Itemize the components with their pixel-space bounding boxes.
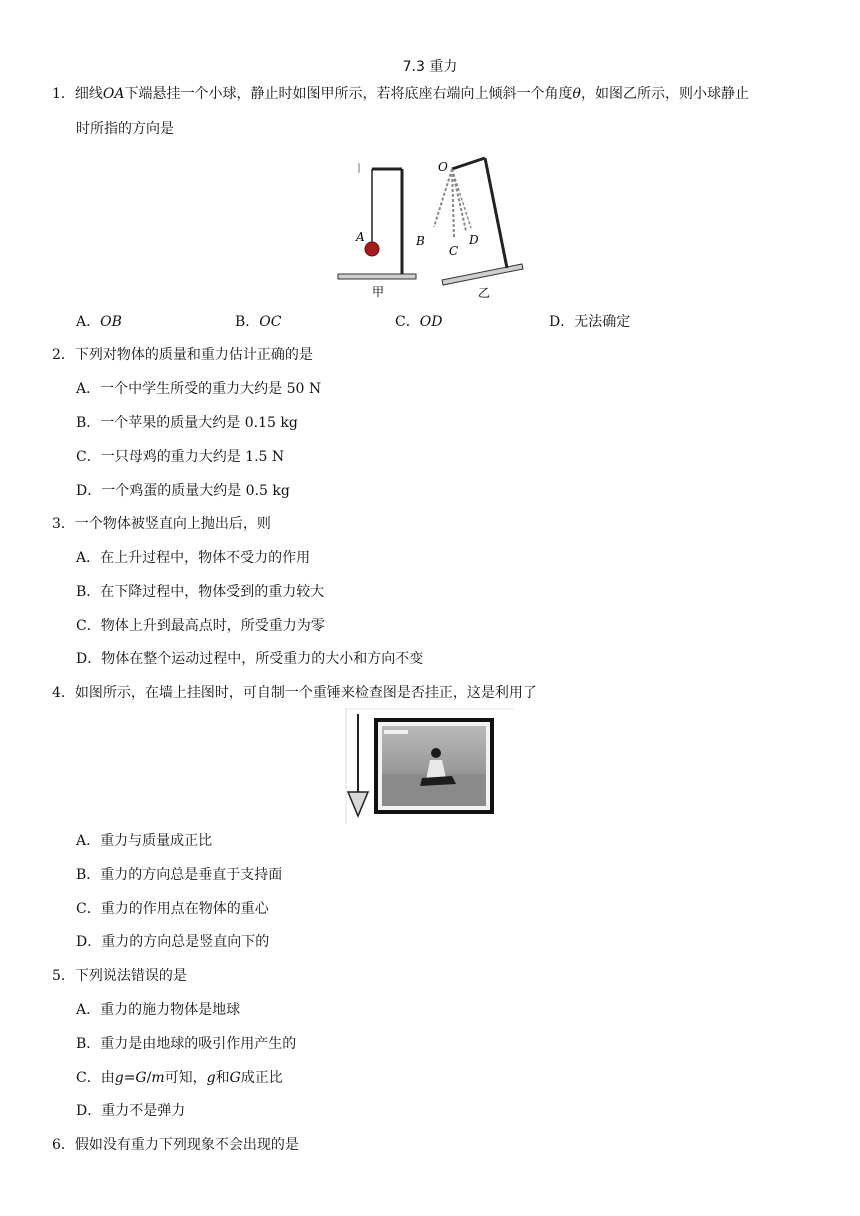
option-d: [549, 313, 630, 331]
page-title: 7.3 重力: [402, 59, 458, 75]
option-text: 重力的方向总是竖直向下的: [101, 934, 270, 950]
question-text: ，如图乙所示，则小球静止: [580, 86, 749, 102]
question-3: [52, 515, 271, 533]
figure-head: [431, 748, 441, 758]
option-text: OD: [419, 314, 443, 330]
plumb-bob-icon: [348, 792, 368, 816]
option-text: 成正比: [240, 1070, 283, 1086]
question-number: 6．: [52, 1137, 75, 1153]
option-letter: C．: [76, 449, 101, 465]
label-a: A: [356, 230, 365, 244]
stand-post-yi: [485, 158, 507, 268]
option-letter: C．: [76, 618, 101, 634]
option-letter: C．: [395, 314, 420, 330]
option-text: OC: [259, 314, 282, 330]
question-text: 下列对物体的质量和重力估计正确的是: [74, 347, 313, 363]
dashed-line-ob: [434, 169, 452, 227]
variable-capital-g: G: [135, 1070, 147, 1086]
question-number: 4．: [52, 685, 75, 701]
option-letter: D．: [76, 483, 102, 499]
slash-sign: /: [146, 1070, 152, 1086]
option-text: 一只母鸡的重力大约是 1.5 N: [100, 449, 285, 465]
option-letter: A．: [76, 550, 101, 566]
figure-jia: [338, 163, 416, 299]
option-d: [76, 933, 269, 951]
option-letter: B．: [76, 415, 101, 431]
option-letter: C．: [76, 901, 101, 917]
option-letter: D．: [76, 651, 102, 667]
option-text: 重力的作用点在物体的重心: [100, 901, 269, 917]
option-text: 重力的方向总是垂直于支持面: [100, 867, 283, 883]
option-c: [395, 313, 442, 331]
option-text: 一个中学生所受的重力大约是 50 N: [100, 381, 322, 397]
option-text: 物体在整个运动过程中，所受重力的大小和方向不变: [101, 651, 424, 667]
option-b: [76, 583, 324, 601]
plumb-bob-figure: [344, 708, 516, 826]
option-a: [76, 549, 310, 567]
option-a: [76, 832, 212, 850]
question-text: 下列说法错误的是: [74, 968, 187, 984]
equals-sign: =: [123, 1070, 136, 1086]
option-letter: D．: [549, 314, 575, 330]
question-text: 假如没有重力下列现象不会出现的是: [74, 1137, 299, 1153]
question-text: 下端悬挂一个小球，静止时如图甲所示，若将底座右端向上倾斜一个角度: [124, 86, 573, 102]
option-text: 和: [215, 1070, 230, 1086]
variable-oa: OA: [102, 86, 125, 102]
option-letter: A．: [76, 381, 101, 397]
stand-arm-yi: [452, 158, 485, 169]
option-b: [76, 414, 298, 432]
option-letter: C．: [76, 1070, 101, 1086]
question-text: 一个物体被竖直向上抛出后，则: [74, 516, 271, 532]
option-text: 重力是由地球的吸引作用产生的: [100, 1036, 297, 1052]
option-letter: B．: [76, 584, 101, 600]
question-2: [52, 346, 313, 364]
option-letter: A．: [76, 1002, 101, 1018]
option-d: [76, 1102, 185, 1120]
option-c: [76, 448, 284, 466]
label-jia: 甲: [372, 285, 385, 299]
question-number: 5．: [52, 968, 75, 984]
option-letter: B．: [76, 867, 101, 883]
option-d: [76, 482, 290, 500]
option-letter: B．: [235, 314, 260, 330]
option-text: 物体上升到最高点时，所受重力为零: [100, 618, 325, 634]
variable-g: g: [114, 1070, 124, 1086]
option-text: 由: [100, 1070, 115, 1086]
base-yi: [442, 264, 523, 285]
photo-highlight: [384, 730, 408, 734]
label-b: B: [416, 234, 425, 248]
option-letter: A．: [76, 833, 101, 849]
question-1-continued: 时所指的方向是: [76, 121, 174, 137]
option-letter: A．: [76, 314, 101, 330]
option-a: [76, 380, 321, 398]
option-c: [76, 900, 269, 918]
option-a: [76, 313, 122, 331]
option-text: 一个鸡蛋的质量大约是 0.5 kg: [101, 483, 290, 499]
option-text: OB: [100, 314, 122, 330]
pendulum-figure: [330, 155, 530, 300]
question-1: [52, 85, 749, 103]
question-5: [52, 967, 187, 985]
question-4: [52, 684, 537, 702]
option-c: [76, 1069, 283, 1087]
option-d: [76, 650, 423, 668]
label-d: D: [469, 233, 479, 247]
option-text: 重力不是弹力: [101, 1103, 186, 1119]
question-number: 2．: [52, 347, 75, 363]
question-number: 3．: [52, 516, 75, 532]
option-text: 重力的施力物体是地球: [100, 1002, 241, 1018]
option-b: [235, 313, 282, 331]
option-b: [76, 1035, 296, 1053]
option-text: 一个苹果的质量大约是 0.15 kg: [100, 415, 298, 431]
figure-yi: [415, 158, 523, 300]
option-b: [76, 866, 282, 884]
variable-theta: θ: [572, 86, 581, 102]
option-letter: D．: [76, 934, 102, 950]
label-c: C: [449, 244, 459, 258]
ball-a: [365, 242, 379, 256]
variable-capital-g: G: [229, 1070, 241, 1086]
label-o: O: [438, 160, 448, 174]
label-yi: 乙: [478, 286, 491, 300]
option-text: 重力与质量成正比: [100, 833, 213, 849]
question-number: 1．: [52, 86, 75, 102]
option-a: [76, 1001, 240, 1019]
option-text: 可知，: [164, 1070, 207, 1086]
option-text: 无法确定: [574, 314, 631, 330]
variable-m: m: [151, 1070, 165, 1086]
option-text: 在下降过程中，物体受到的重力较大: [100, 584, 325, 600]
option-letter: B．: [76, 1036, 101, 1052]
base-jia: [338, 274, 416, 279]
dashed-line-extra: [452, 169, 471, 228]
question-text: 细线: [74, 86, 103, 102]
option-text: 在上升过程中，物体不受力的作用: [100, 550, 311, 566]
option-c: [76, 617, 325, 635]
question-6: [52, 1136, 299, 1154]
question-text: 如图所示，在墙上挂图时，可自制一个重锤来检查图是否挂正，这是利用了: [74, 685, 537, 701]
option-letter: D．: [76, 1103, 102, 1119]
variable-g: g: [206, 1070, 216, 1086]
